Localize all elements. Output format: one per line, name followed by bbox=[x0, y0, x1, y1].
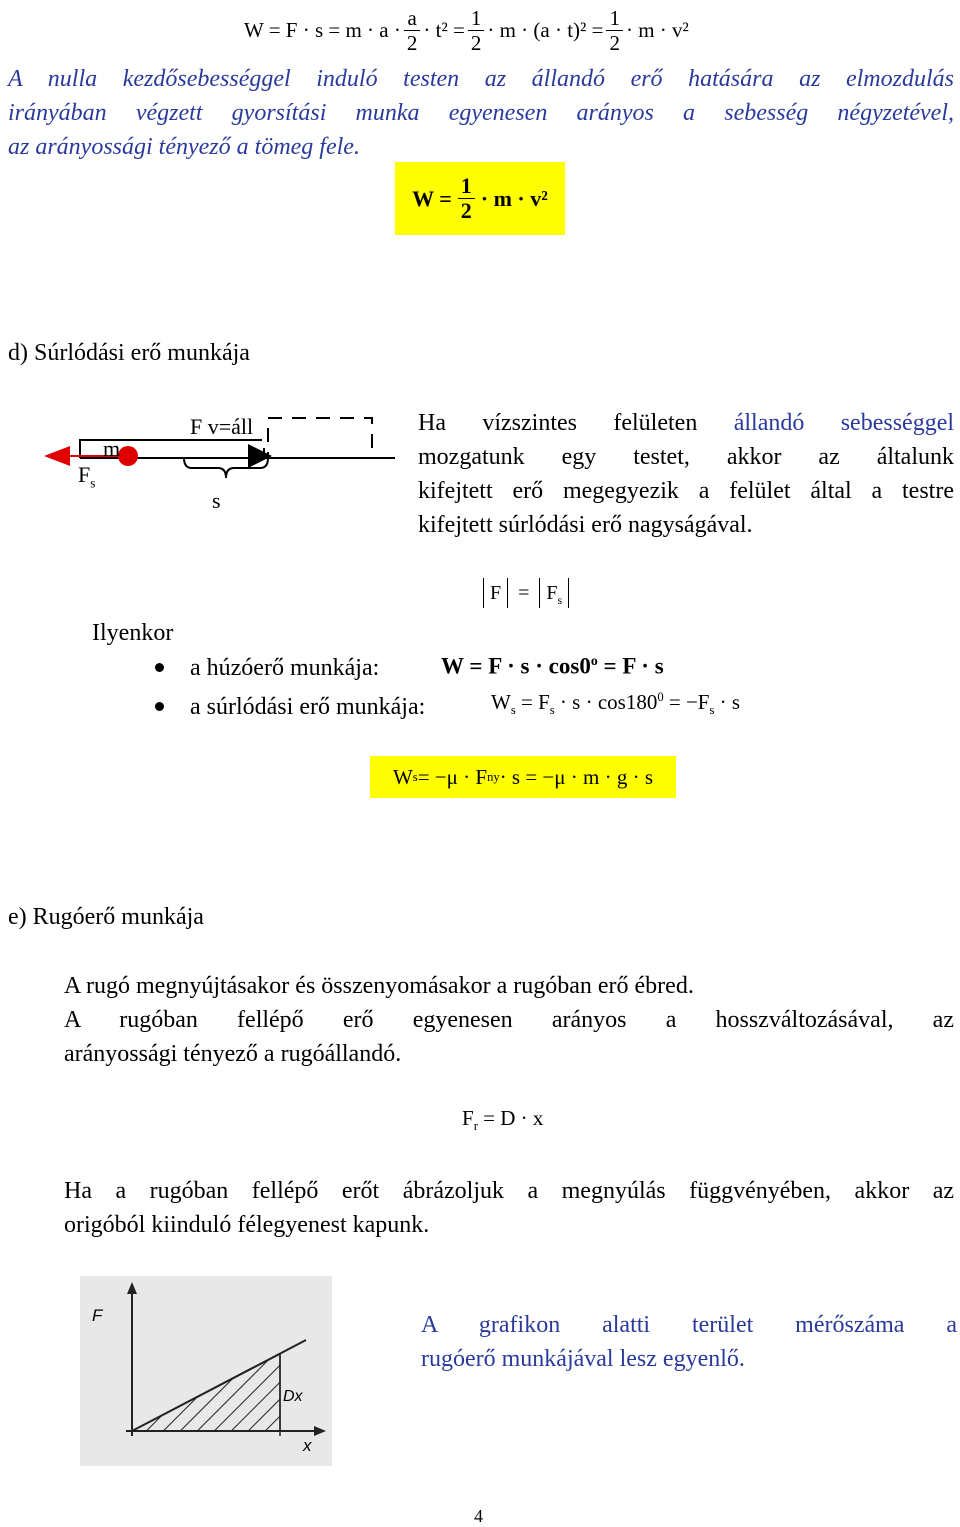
spring-paragraph bbox=[64, 969, 954, 1071]
equals: = bbox=[518, 581, 530, 604]
bullet bbox=[155, 702, 164, 711]
graph-background bbox=[80, 1276, 332, 1466]
paragraph-line: Ha a rugóban fellépő erőt ábrázoljuk a megnyúlás függvényében, akkor az bbox=[64, 1178, 954, 1204]
friction-paragraph bbox=[418, 406, 954, 542]
paragraph-line: A rugó megnyújtásakor és összenyomásakor a rugóban erő ébred. bbox=[64, 973, 694, 999]
fraction: $\frac{1}{2}$ bbox=[606, 6, 623, 55]
graph-y-label: F bbox=[92, 1306, 103, 1325]
graph-x-label: x bbox=[303, 1436, 312, 1455]
friction-work-label: a súrlódási erő munkája: bbox=[190, 694, 426, 720]
eq-part: · m · (a · t)² = bbox=[487, 17, 604, 42]
italic-line: az arányossági tényező a tömeg fele. bbox=[8, 134, 360, 160]
fraction: $\frac{a}{2}$ bbox=[404, 6, 421, 55]
friction-work-box: W s = −μ · F ny · s = −μ · m · g · s bbox=[370, 756, 676, 798]
italic-paragraph bbox=[8, 62, 954, 164]
paragraph-line: arányossági tényező a rugóállandó. bbox=[64, 1041, 402, 1067]
eq-part: · t² = bbox=[423, 17, 465, 42]
paragraph-line: A rugóban fellépő erő egyenesen arányos a hosszváltozásával, az bbox=[64, 1007, 954, 1033]
paragraph-line: kifejtett erő megegyezik a felület által a testre bbox=[418, 478, 954, 504]
graph-dx-label: Dx bbox=[283, 1388, 303, 1405]
ilyenkor-label: Ilyenkor bbox=[92, 620, 174, 646]
section-e-heading: e) Rugóerő munkája bbox=[8, 904, 204, 930]
spring-force-graph bbox=[80, 1276, 332, 1466]
graph-area-note bbox=[421, 1308, 957, 1376]
formula-rhs: · m · v² bbox=[480, 185, 548, 211]
section-d-heading: d) Súrlódási erő munkája bbox=[8, 340, 250, 366]
displaced-block-dashed bbox=[268, 418, 372, 458]
note-line: rugóerő munkájával lesz egyenlő. bbox=[421, 1346, 745, 1372]
eq-part: · m · v² bbox=[625, 17, 689, 42]
fraction: $\frac{1}{2}$ bbox=[458, 174, 475, 223]
displacement-label: s bbox=[212, 488, 221, 513]
pulling-work-label: a húzóerő munkája: bbox=[190, 655, 380, 681]
paragraph-line: Ha vízszintes felületen állandó sebességgel bbox=[418, 410, 955, 436]
abs-equality-formula bbox=[483, 578, 569, 608]
fraction: $\frac{1}{2}$ bbox=[468, 6, 485, 55]
pull-force-arrow bbox=[248, 444, 272, 468]
spring-force-formula: $F_r = D \cdot x$ bbox=[462, 1106, 544, 1134]
friction-force-label: $F_s$ bbox=[78, 462, 96, 491]
abs-Fs: $F_s$ bbox=[539, 578, 569, 608]
paragraph-line: mozgatunk egy testet, akkor az általunk bbox=[418, 444, 954, 470]
page-number: 4 bbox=[474, 1506, 483, 1526]
friction-work-formula: $W_s = F_s \cdot s \cdot \cos 180^0 = -F_s \cdot s$ bbox=[491, 690, 741, 718]
abs-F: F bbox=[483, 578, 508, 608]
kinetic-work-formula-box bbox=[395, 162, 565, 235]
pulling-work-formula: $W = F \cdot s \cdot \cos 0^o = F \cdot s$ bbox=[441, 653, 664, 679]
graph-paragraph bbox=[64, 1174, 954, 1242]
pull-force-label: F v=áll bbox=[190, 414, 254, 439]
mass-label: m bbox=[103, 436, 121, 461]
paragraph-line: origóból kiinduló félegyenest kapunk. bbox=[64, 1212, 430, 1238]
eq-part: W = F · s = m · a · bbox=[244, 17, 401, 42]
top-equation bbox=[244, 0, 689, 60]
mass-point bbox=[118, 446, 138, 466]
italic-line: A nulla kezdősebességgel induló testen az állandó erő hatására az elmozdulás bbox=[8, 66, 954, 92]
bullet bbox=[155, 663, 164, 672]
paragraph-line: kifejtett súrlódási erő nagyságával. bbox=[418, 512, 753, 538]
note-line: A grafikon alatti terület mérőszáma a bbox=[421, 1312, 957, 1338]
italic-line: irányában végzett gyorsítási munka egyenesen arányos a sebesség négyzetével, bbox=[8, 100, 954, 126]
formula-lhs: W = bbox=[412, 185, 452, 211]
